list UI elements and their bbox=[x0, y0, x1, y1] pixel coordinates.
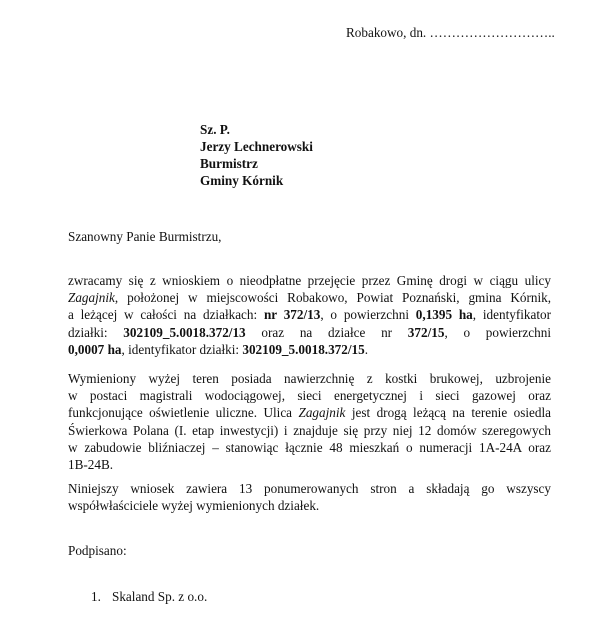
recipient-name: Jerzy Lechnerowski bbox=[200, 139, 313, 154]
pages-line-1: Niniejszy wniosek zawiera 13 ponumerowanych stron a składają go wszyscy bbox=[68, 481, 551, 496]
request-line-3: a leżącej w całości na działkach: nr 372/13, o powierzchni 0,1395 ha, identyfikator bbox=[68, 307, 551, 323]
request-line-4: działki: 302109_5.0018.372/13 oraz na działce nr 372/15, o powierzchni bbox=[68, 324, 551, 340]
signatory-number: 1. bbox=[91, 589, 101, 604]
recipient-block bbox=[200, 121, 313, 189]
recipient-salutation: Sz. P. bbox=[200, 122, 230, 137]
description-line-2: w postaci magistrali wodociągowej, sieci energetycznej i sieci gazowej oraz bbox=[68, 388, 551, 404]
recipient-title: Burmistrz bbox=[200, 156, 258, 171]
signatory-name: Skaland Sp. z o.o. bbox=[112, 589, 208, 604]
request-line-5: 0,0007 ha, identyfikator działki: 302109_5.0018.372/15. bbox=[68, 341, 369, 357]
parcel-number-1: nr 372/13 bbox=[263, 307, 321, 323]
recipient-office: Gminy Kórnik bbox=[200, 173, 284, 188]
parcel-id-2: 302109_5.0018.372/15 bbox=[242, 341, 365, 357]
greeting: Szanowny Panie Burmistrzu, bbox=[68, 229, 222, 244]
description-line-6: 1B-24B. bbox=[68, 457, 114, 473]
description-line-3: funkcjonujące oświetlenie uliczne. Ulica Zagajnik jest drogą leżącą na terenie osiedla bbox=[68, 405, 551, 421]
place-date-line: Robakowo, dn. ……………………….. bbox=[346, 25, 555, 40]
list-item bbox=[91, 589, 207, 605]
description-paragraph bbox=[68, 370, 551, 473]
parcel-id-1: 302109_5.0018.372/13 bbox=[123, 324, 246, 340]
request-line-2: Zagajnik, położonej w miejscowości Robakowo, Powiat Poznański, gmina Kórnik, bbox=[68, 290, 551, 306]
street-name: Zagajnik bbox=[68, 290, 115, 306]
street-name: Zagajnik bbox=[298, 405, 346, 421]
signed-label: Podpisano: bbox=[68, 543, 127, 558]
pages-paragraph bbox=[68, 480, 551, 514]
description-line-4: Świerkowa Polana (I. etap inwestycji) i znajduje się przy niej 12 domów szeregowych bbox=[68, 422, 551, 438]
description-line-5: w zabudowie bliźniaczej – stanowiąc łącznie 48 mieszkań o numeracji 1A-24A oraz bbox=[68, 439, 551, 455]
request-line-1: zwracamy się z wnioskiem o nieodpłatne przejęcie przez Gminę drogi w ciągu ulicy bbox=[68, 273, 551, 288]
description-line-1: Wymieniony wyżej teren posiada nawierzchnię z kostki brukowej, uzbrojenie bbox=[68, 371, 551, 386]
parcel-number-2: 372/15 bbox=[407, 324, 445, 340]
signatory-list bbox=[91, 589, 207, 605]
pages-line-2: współwłaściciele wyżej wymienionych działek. bbox=[68, 498, 320, 514]
parcel-area-1: 0,1395 ha bbox=[415, 307, 473, 323]
request-paragraph bbox=[68, 272, 551, 358]
parcel-area-2: 0,0007 ha bbox=[68, 341, 122, 357]
